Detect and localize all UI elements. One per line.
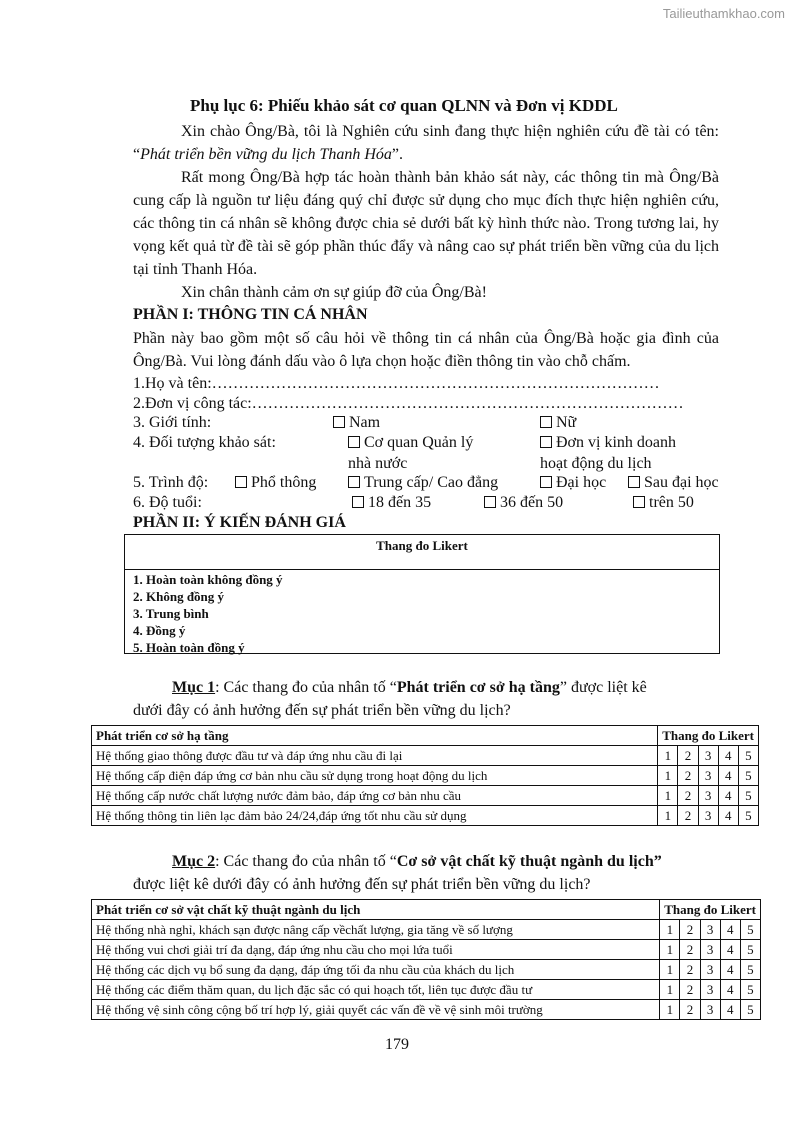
intro-paragraph-1 (133, 120, 719, 166)
likert-option[interactable]: 5 (738, 806, 758, 826)
likert-option[interactable]: 4 (720, 1000, 740, 1020)
muc1-question-line2: dưới đây có ảnh hưởng đến sự phát triển bền vững du lịch? (133, 702, 511, 719)
likert-option[interactable]: 3 (698, 766, 718, 786)
checkbox-icon[interactable] (540, 476, 552, 488)
table-row (92, 980, 761, 1000)
age-option-over-50[interactable] (633, 492, 694, 514)
likert-option[interactable]: 4 (720, 940, 740, 960)
age-option-36-50[interactable] (484, 492, 563, 514)
likert-option[interactable]: 5 (740, 960, 760, 980)
education-college-label: Trung cấp/ Cao đẳng (364, 474, 499, 491)
subject-option-business-l1: Đơn vị kinh doanh (556, 434, 677, 451)
likert-option[interactable]: 4 (720, 920, 740, 940)
likert-option[interactable]: 2 (678, 746, 698, 766)
likert-title: Thang đo Likert (125, 535, 719, 570)
criterion-text: Hệ thống các điểm thăm quan, du lịch đặc sắc có qui hoạch tốt, liên tục được đầu tư (92, 980, 660, 1000)
likert-option[interactable]: 3 (700, 940, 720, 960)
likert-option[interactable]: 3 (700, 1000, 720, 1020)
checkbox-icon[interactable] (633, 496, 645, 508)
muc2-pre: : Các thang đo của nhân tố “ (215, 853, 397, 870)
table-row (92, 746, 759, 766)
subject-option-business[interactable] (540, 432, 676, 454)
checkbox-icon[interactable] (484, 496, 496, 508)
likert-option[interactable]: 5 (740, 1000, 760, 1020)
likert-option[interactable]: 5 (740, 940, 760, 960)
age-label: 6. Độ tuổi: (133, 494, 202, 511)
education-label: 5. Trình độ: (133, 474, 209, 491)
criterion-text: Hệ thống vui chơi giải trí đa dạng, đáp ứng nhu cầu cho mọi lứa tuổi (92, 940, 660, 960)
likert-option[interactable]: 1 (660, 940, 680, 960)
table-header-row (92, 726, 759, 746)
likert-option[interactable]: 3 (698, 806, 718, 826)
criterion-text: Hệ thống các dịch vụ bổ sung đa dạng, đáp ứng tối đa nhu cầu của khách du lịch (92, 960, 660, 980)
likert-item: 1. Hoàn toàn không đồng ý (133, 572, 283, 587)
criterion-text: Hệ thống cấp điện đáp ứng cơ bản nhu cầu sử dụng trong hoạt động du lịch (92, 766, 658, 786)
age-18-35-label: 18 đến 35 (368, 494, 432, 511)
likert-option[interactable]: 4 (718, 766, 738, 786)
education-highschool-label: Phổ thông (251, 474, 317, 491)
part1-description: Phần này bao gồm một số câu hỏi về thông tin cá nhân của Ông/Bà hoặc gia đình của Ông/Bà. Vui lòng đánh dấu vào ô lựa chọn hoặc điền thông tin vào chỗ chấm. (133, 330, 719, 370)
likert-option[interactable]: 5 (738, 786, 758, 806)
checkbox-icon[interactable] (540, 436, 552, 448)
intro-text-b: ”. (391, 146, 404, 163)
likert-option[interactable]: 5 (738, 746, 758, 766)
table-header-factor: Phát triển cơ sở hạ tầng (92, 726, 658, 746)
likert-option[interactable]: 1 (660, 980, 680, 1000)
watermark: Tailieuthamkhao.com (662, 6, 785, 21)
table-row (92, 786, 759, 806)
checkbox-icon[interactable] (235, 476, 247, 488)
subject-option-business-l2: hoạt động du lịch (540, 455, 652, 472)
research-topic: Phát triển bền vững du lịch Thanh Hóa (140, 146, 392, 163)
likert-option[interactable]: 3 (700, 960, 720, 980)
subject-label: 4. Đối tượng khảo sát: (133, 434, 276, 451)
likert-option[interactable]: 2 (680, 960, 700, 980)
gender-male-option[interactable] (333, 412, 380, 434)
table-row (92, 940, 761, 960)
muc1-post: ” được liệt kê (559, 679, 647, 696)
education-university-label: Đại học (556, 474, 607, 491)
table-header-row (92, 900, 761, 920)
page-title: Phụ lục 6: Phiếu khảo sát cơ quan QLNN và Đơn vị KDDL (190, 96, 618, 115)
checkbox-icon[interactable] (352, 496, 364, 508)
muc2-question-line2: được liệt kê dưới đây có ảnh hưởng đến sự phát triển bền vững du lịch? (133, 876, 591, 893)
likert-option[interactable]: 2 (680, 980, 700, 1000)
likert-option[interactable]: 5 (740, 920, 760, 940)
intro-paragraph-2 (133, 166, 719, 281)
table-header-scale: Thang đo Likert (658, 726, 759, 746)
likert-items (125, 570, 719, 656)
likert-item: 5. Hoàn toàn đồng ý (133, 640, 245, 655)
table-header-factor: Phát triển cơ sở vật chất kỹ thuật ngành du lịch (92, 900, 660, 920)
muc1-label: Mục 1 (172, 679, 216, 696)
likert-option[interactable]: 4 (720, 980, 740, 1000)
likert-option[interactable]: 3 (698, 746, 718, 766)
criterion-text: Hệ thống thông tin liên lạc đảm bảo 24/24,đáp ứng tốt nhu cầu sử dụng (92, 806, 658, 826)
criterion-text: Hệ thống nhà nghỉ, khách sạn được nâng cấp vềchất lượng, gia tăng về số lượng (92, 920, 660, 940)
table-row (92, 960, 761, 980)
likert-option[interactable]: 2 (680, 1000, 700, 1020)
likert-option[interactable]: 1 (658, 746, 678, 766)
muc2-table (91, 899, 761, 1020)
part2-heading: PHẦN II: Ý KIẾN ĐÁNH GIÁ (133, 514, 346, 531)
likert-item: 3. Trung bình (133, 606, 209, 621)
gender-label: 3. Giới tính: (133, 414, 212, 431)
checkbox-icon[interactable] (540, 416, 552, 428)
intro-text-a: Xin chào Ông/Bà, tôi là Nghiên cứu sinh đang thực hiện nghiên cứu đề tài có tên: “ (133, 123, 719, 163)
muc1-pre: : Các thang đo của nhân tố “ (215, 679, 397, 696)
likert-scale-box (124, 534, 720, 654)
gender-female-label: Nữ (556, 414, 577, 431)
education-option-college[interactable] (348, 472, 498, 494)
age-option-18-35[interactable] (352, 492, 431, 514)
likert-option[interactable]: 1 (660, 1000, 680, 1020)
thank-you-text: Xin chân thành cảm ơn sự giúp đỡ của Ông/Bà! (181, 284, 487, 301)
table-row (92, 920, 761, 940)
likert-item: 2. Không đồng ý (133, 589, 225, 604)
age-36-50-label: 36 đến 50 (500, 494, 564, 511)
likert-option[interactable]: 4 (720, 960, 740, 980)
likert-option[interactable]: 1 (660, 920, 680, 940)
likert-option[interactable]: 2 (680, 940, 700, 960)
likert-option[interactable]: 4 (718, 786, 738, 806)
subject-option-state-l1: Cơ quan Quản lý (364, 434, 474, 451)
table-header-scale: Thang đo Likert (660, 900, 761, 920)
intro-text-2: Rất mong Ông/Bà hợp tác hoàn thành bản khảo sát này, các thông tin mà Ông/Bà cung cấp là nguồn tư liệu đáng quý chỉ được sử dụng cho mục đích thực hiện nghiên cứu, các thông tin cá nhân sẽ không được chia sẻ dưới bất kỳ hình thức nào. Trong tương lai, hy vọng kết quả từ đề tài sẽ góp phần thúc đẩy và nâng cao sự phát triển bền vững của du lịch tại tỉnh Thanh Hóa. (133, 169, 719, 278)
gender-female-option[interactable] (540, 412, 576, 434)
likert-option[interactable]: 4 (718, 746, 738, 766)
likert-option[interactable]: 1 (660, 960, 680, 980)
unit-field[interactable]: 2.Đơn vị công tác:……………………………………………………………………… (133, 395, 684, 412)
education-postgraduate-label: Sau đại học (644, 474, 719, 491)
checkbox-icon[interactable] (348, 476, 360, 488)
page-number: 179 (385, 1036, 409, 1053)
part1-heading: PHẦN I: THÔNG TIN CÁ NHÂN (133, 306, 368, 323)
criterion-text: Hệ thống cấp nước chất lượng nước đảm bảo, đáp ứng cơ bản nhu cầu (92, 786, 658, 806)
likert-item: 4. Đồng ý (133, 623, 186, 638)
age-over-50-label: trên 50 (649, 494, 694, 511)
likert-option[interactable]: 1 (658, 786, 678, 806)
likert-option[interactable]: 1 (658, 766, 678, 786)
criterion-text: Hệ thống giao thông được đầu tư và đáp ứng nhu cầu đi lại (92, 746, 658, 766)
table-row (92, 766, 759, 786)
muc2-question (172, 851, 662, 873)
checkbox-icon[interactable] (348, 436, 360, 448)
likert-option[interactable]: 5 (740, 980, 760, 1000)
likert-option[interactable]: 2 (678, 786, 698, 806)
muc1-factor: Phát triển cơ sở hạ tầng (396, 679, 560, 696)
likert-option[interactable]: 3 (700, 920, 720, 940)
likert-option[interactable]: 3 (698, 786, 718, 806)
education-option-postgraduate[interactable] (628, 472, 719, 494)
education-option-highschool[interactable] (235, 472, 316, 494)
muc2-factor: Cơ sở vật chất kỹ thuật ngành du lịch” (396, 853, 662, 870)
likert-option[interactable]: 4 (718, 806, 738, 826)
name-field[interactable]: 1.Họ và tên:………………………………………………………………………… (133, 375, 660, 392)
muc1-table (91, 725, 759, 826)
checkbox-icon[interactable] (628, 476, 640, 488)
education-option-university[interactable] (540, 472, 606, 494)
likert-option[interactable]: 2 (678, 766, 698, 786)
likert-option[interactable]: 1 (658, 806, 678, 826)
table-row (92, 1000, 761, 1020)
subject-option-state-l2: nhà nước (348, 455, 408, 472)
likert-option[interactable]: 3 (700, 980, 720, 1000)
table-row (92, 806, 759, 826)
likert-option[interactable]: 2 (678, 806, 698, 826)
intro-paragraph-3 (133, 281, 719, 304)
likert-option[interactable]: 5 (738, 766, 758, 786)
checkbox-icon[interactable] (333, 416, 345, 428)
criterion-text: Hệ thống vệ sinh công cộng bố trí hợp lý, giải quyết các vấn đề về vệ sinh môi trường (92, 1000, 660, 1020)
muc1-question (172, 677, 647, 699)
subject-option-state[interactable] (348, 432, 473, 454)
gender-male-label: Nam (349, 414, 381, 431)
muc2-label: Mục 2 (172, 853, 216, 870)
likert-option[interactable]: 2 (680, 920, 700, 940)
